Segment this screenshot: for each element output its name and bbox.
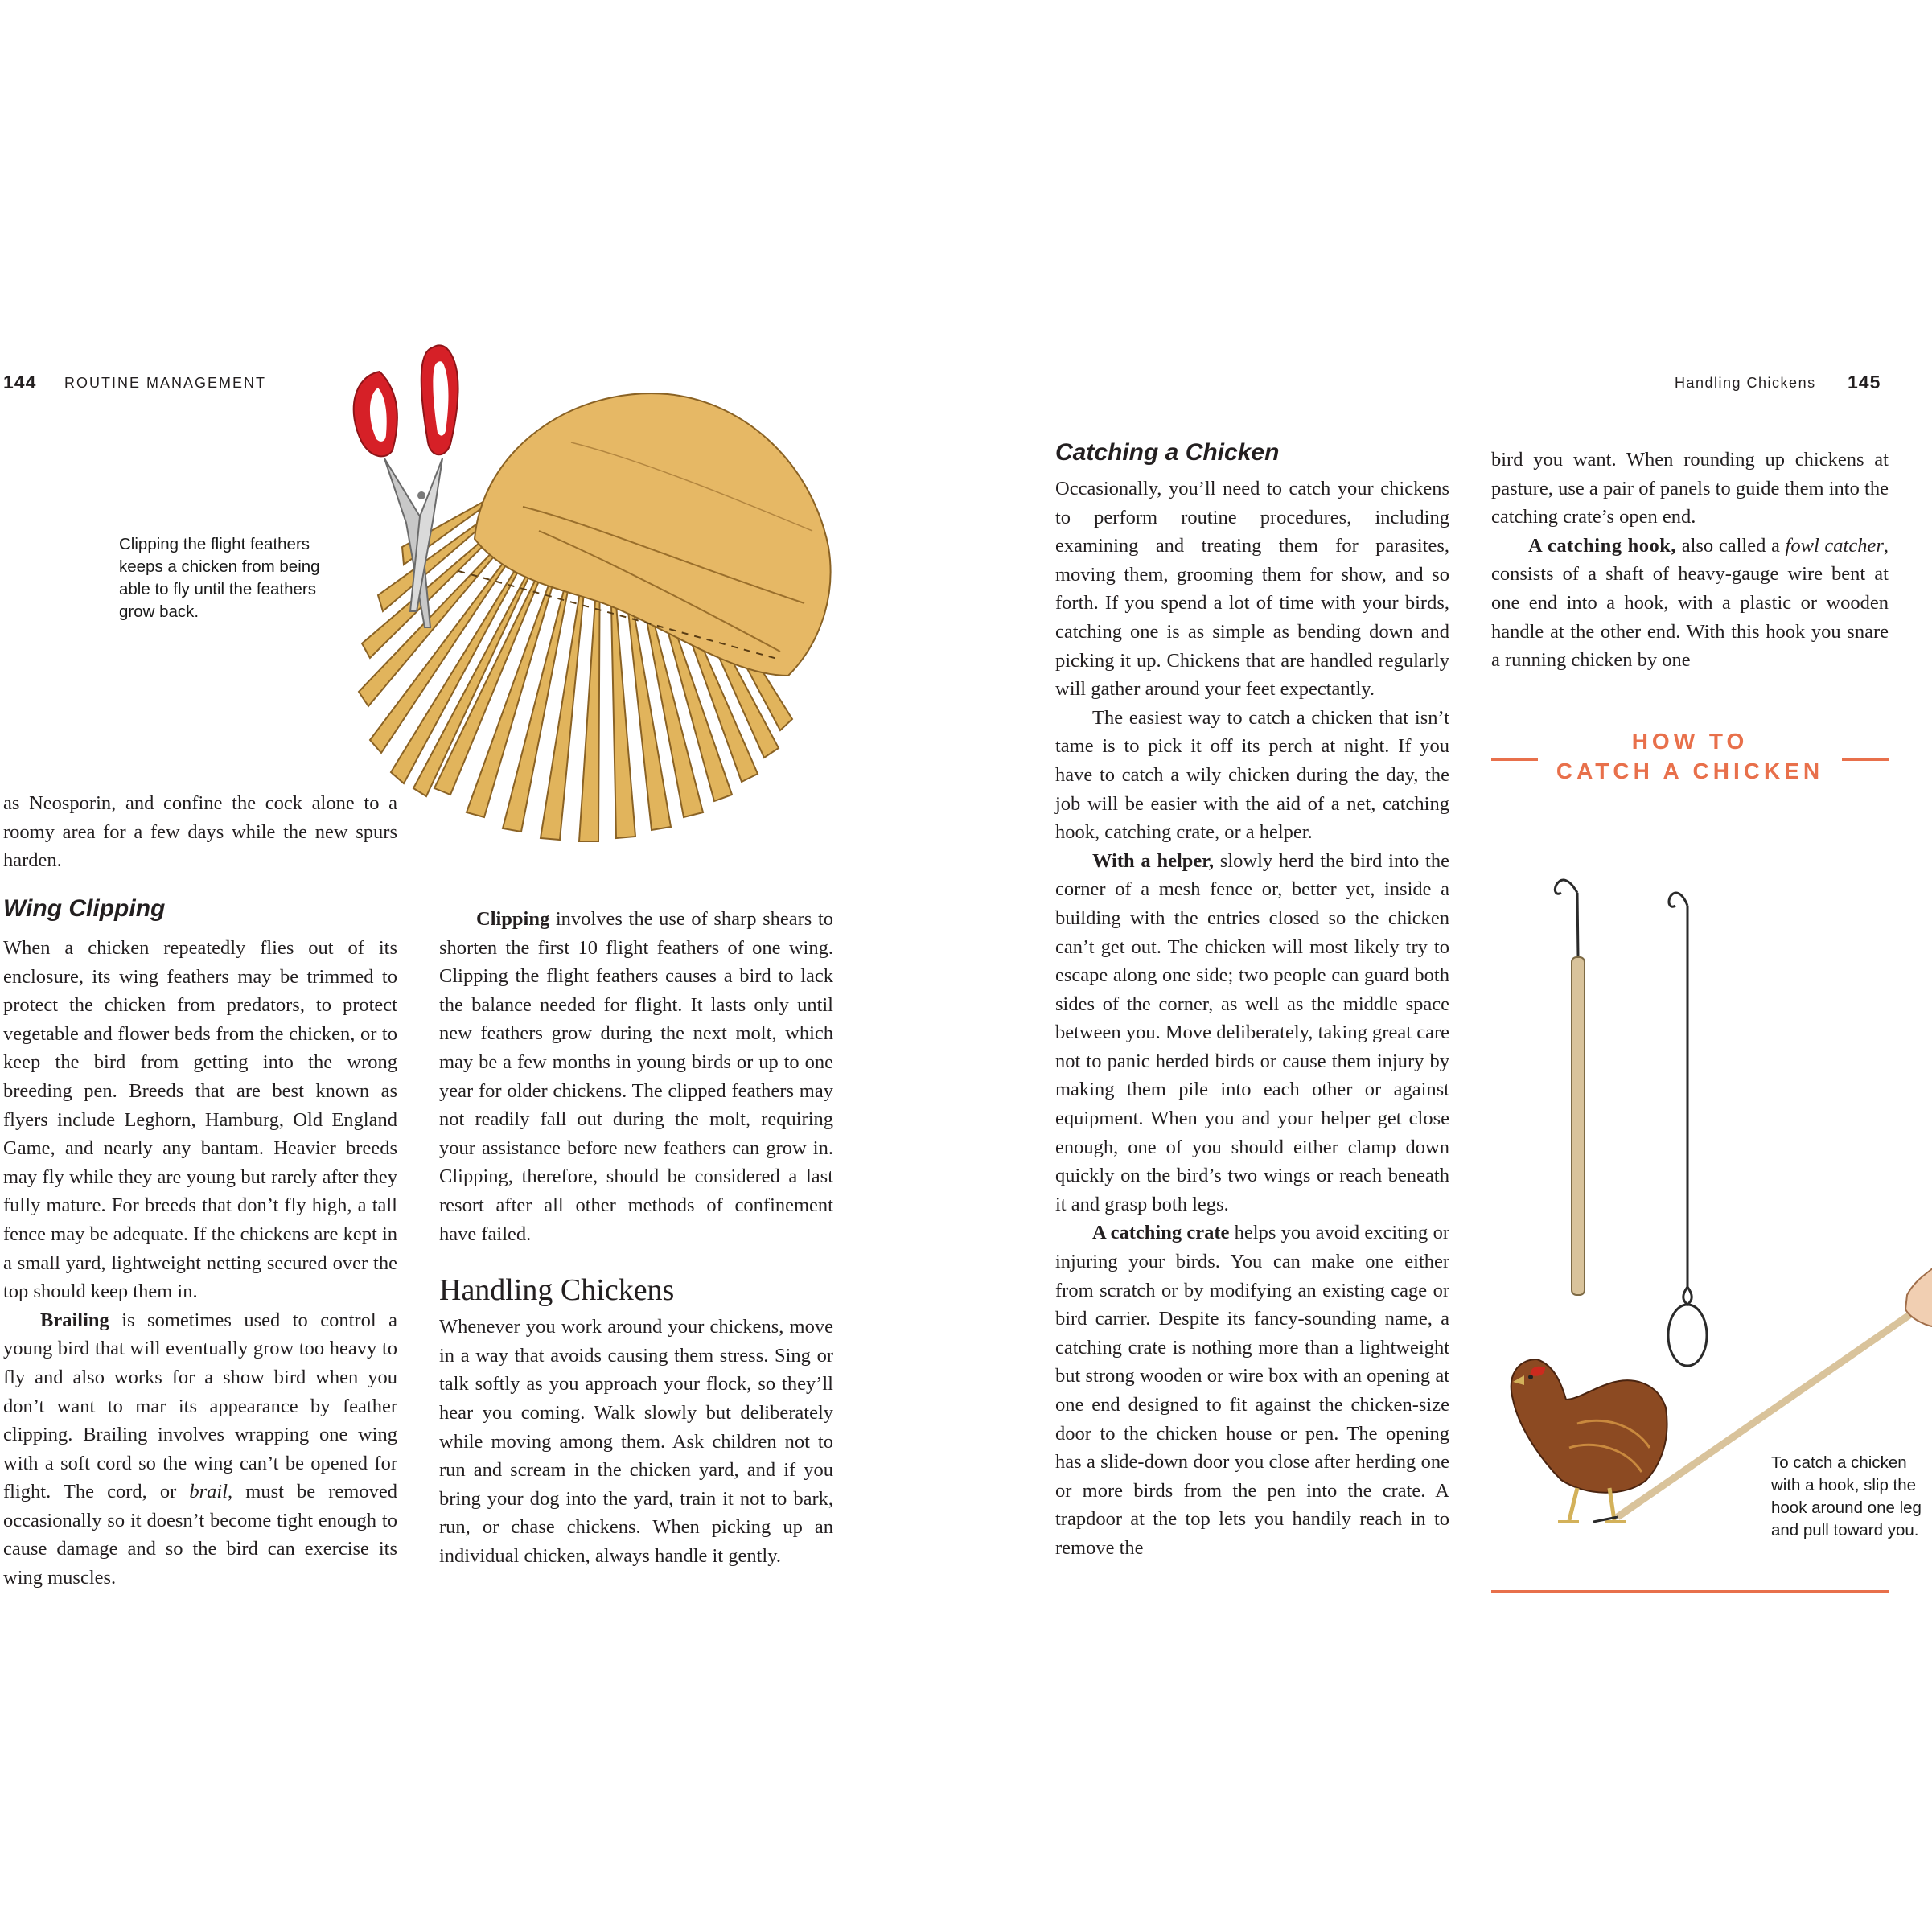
- handling-paragraph: Whenever you work around your chickens, move in a way that avoids causing them stress. Sing or talk softly as you approach your flock, so they’ll hear you coming. Walk slowly but deliberately while moving among them. Ask children not to run and scream in the chicken yard, and if you bring your dog into the yard, train it not to bark, run, or chase chickens. When picking up an individual chicken, always handle it gently.: [439, 1316, 833, 1567]
- hook-wire-loop: [1668, 893, 1707, 1366]
- catching-paragraph-2: The easiest way to catch a chicken that isn’t tame is to pick it off its perch at night. If you have to catch a wily chicken during the day, the job will be easier with the aid of a net, catching hook, catching crate, or a helper.: [1055, 706, 1449, 844]
- brail-term: brail: [189, 1481, 228, 1503]
- continuation-paragraph: as Neosporin, and confine the cock alone to a roomy area for a few days while the new spurs harden.: [3, 792, 397, 872]
- sidebar-title-line-2: CATCH A CHICKEN: [1556, 758, 1824, 783]
- left-column-2: [439, 905, 833, 1570]
- helper-paragraph: [1055, 847, 1449, 1219]
- brailing-text-a: is sometimes used to control a young bird that will eventually grow too heavy to fly and also works for a show bird when you don’t want to mar its appearance by feather clipping. Brailing involves wrapping one wing with a soft cord so the wing can’t be opened for flight. The cord, or: [3, 1309, 397, 1503]
- brailing-text-b: , must be removed occasionally so it doesn’t become tight enough to cause damage and so the bird can exercise its wing muscles.: [3, 1481, 397, 1589]
- running-head-left: ROUTINE MANAGEMENT: [64, 375, 267, 391]
- hook-text-b: , consists of a shaft of heavy-gauge wire bent at one end into a hook, with a plastic or wooden handle at the other end. With this hook you snare a running chicken by one: [1491, 534, 1889, 672]
- crate-continuation: bird you want. When rounding up chickens at pasture, use a pair of panels to guide them into the catching crate’s open end.: [1491, 449, 1889, 528]
- wing-caption: Clipping the flight feathers keeps a chicken from being able to fly until the feathers grow back.: [119, 535, 320, 621]
- left-column-1-continuation: [3, 789, 397, 875]
- helper-term: With a helper,: [1092, 849, 1215, 872]
- running-head-right: Handling Chickens: [1675, 375, 1816, 391]
- wing-clipping-illustration: [330, 338, 845, 869]
- hook-term: A catching hook,: [1528, 534, 1677, 557]
- clipping-text: involves the use of sharp shears to shorten the first 10 flight feathers of one wing. Clipping the flight feathers causes a bird to lack the balance needed for flight. It lasts only until new feathers grow during the next molt, which may be a few months in young birds or up to one year for older chickens. The clipped feathers may not readily fall out during the molt, requiring your assistance before new feathers can grow in. Clipping, therefore, should be considered a last resort after all other methods of confinement have failed.: [439, 908, 833, 1245]
- sidebar-title-line-1: HOW TO: [1631, 729, 1749, 754]
- clipping-paragraph: [439, 905, 833, 1248]
- wing-clipping-heading: Wing Clipping: [3, 895, 166, 922]
- handling-chickens-heading: Handling Chickens: [439, 1273, 675, 1308]
- hook-paragraph: [1491, 532, 1889, 675]
- wing-clipping-paragraph: When a chicken repeatedly flies out of its enclosure, its wing feathers may be trimmed to protect the chicken from predators, to protect vegetable and flower beds from the chicken, or to keep the bird from getting into the wrong breeding pen. Breeds that are best known as flyers include Leghorn, Hamburg, Old England Game, and nearly any bantam. Heavier breeds may fly while they are young but rarely after they fully mature. For breeds that don’t fly high, a tall fence may be adequate. If the chickens are kept in a small yard, lightweight netting secured over the top should keep them in.: [3, 937, 397, 1303]
- crate-text: helps you avoid exciting or injuring your birds. You can make one either from scratch or by modifying an existing cage or bird carrier. Despite its fancy-sounding name, a catching crate is nothing more than a lightweight but strong wooden or wire box with an opening at one end designed to fit against the chicken-size door to the chicken house or pen. The opening has a slide-down door you close after herding one or more birds from the pen into the crate. A trapdoor at the top lets you handily reach in to remove the: [1055, 1222, 1449, 1559]
- hook-text-a: also called a: [1676, 534, 1786, 557]
- fowl-catcher-term: fowl catcher: [1785, 534, 1884, 557]
- sidebar-bottom-rule: [1491, 1590, 1889, 1593]
- brailing-term: Brailing: [40, 1309, 109, 1331]
- sidebar-title: [1491, 726, 1889, 786]
- hook-with-handle: [1555, 880, 1585, 1295]
- helper-text: slowly herd the bird into the corner of a mesh fence or, better yet, inside a building with the entries closed so the chicken can’t get out. The chicken will most likely try to escape along one side; two people can guard both sides of the corner, as well as the middle space between you. Move deliberately, taking great care not to panic herded birds or cause them injury by making them pile into each other or against equipment. When you and your helper get close enough, one of you should either clamp down quickly on the bird’s two wings or reach beneath it and grasp both legs.: [1055, 849, 1449, 1215]
- right-page: [966, 0, 1932, 1932]
- hook-caption: To catch a chicken with a hook, slip the hook around one leg and pull toward you.: [1771, 1453, 1922, 1539]
- right-column-2: [1491, 446, 1889, 675]
- crate-term: A catching crate: [1092, 1222, 1230, 1244]
- left-column-1: [3, 934, 397, 1593]
- brailing-paragraph: [3, 1306, 397, 1593]
- crate-paragraph: [1055, 1219, 1449, 1562]
- page-number-right: 145: [1848, 372, 1881, 393]
- catching-chicken-heading: Catching a Chicken: [1055, 439, 1280, 466]
- page-number-left: 144: [3, 372, 37, 393]
- clipping-term: Clipping: [476, 908, 550, 930]
- catching-paragraph-1: Occasionally, you’ll need to catch your chickens to perform routine procedures, including examining and treating them for parasites, moving them, grooming them for show, and so forth. If you spend a lot of time with your birds, catching one is as simple as bending down and picking it up. Chickens that are handled regularly will gather around your feet expectantly.: [1055, 478, 1449, 701]
- right-column-1: [1055, 475, 1449, 1563]
